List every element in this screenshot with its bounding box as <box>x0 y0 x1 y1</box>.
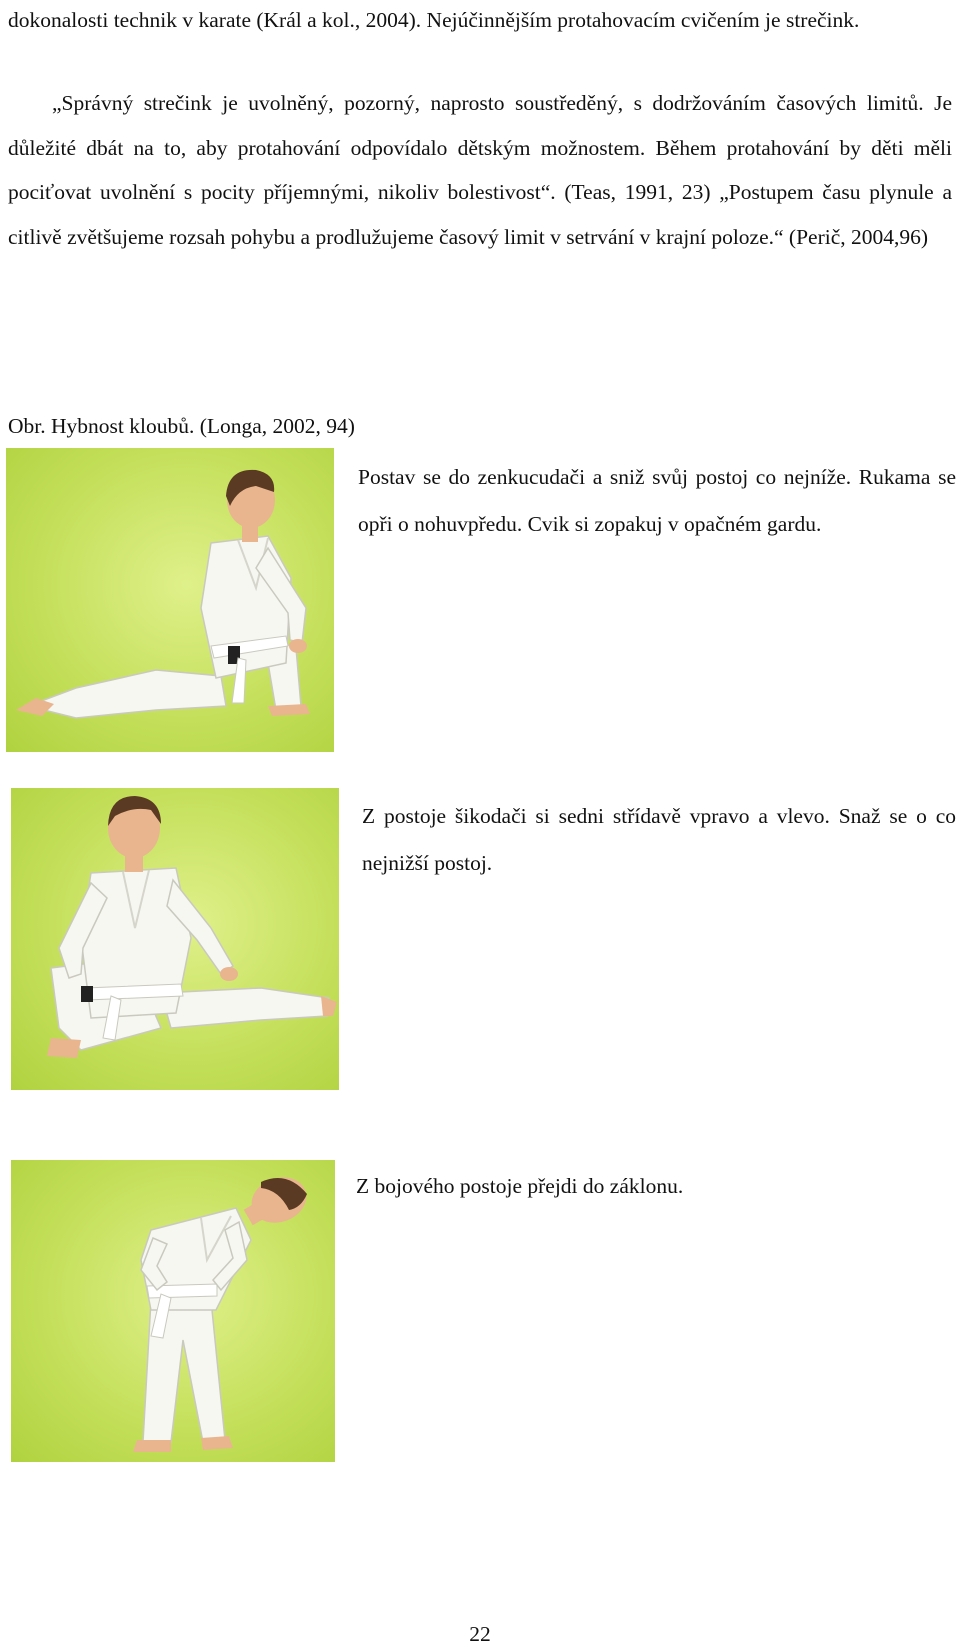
exercise-3-text: Z bojového postoje přejdi do záklonu. <box>356 1174 684 1198</box>
karate-side-squat-photo <box>11 788 339 1090</box>
exercise-2-text: Z postoje šikodači si sedni střídavě vpravo a vlevo. Snaž se o co nejnižší postoj. <box>362 804 956 875</box>
side-squat-figure-illustration <box>11 788 339 1090</box>
body-paragraph-1: dokonalosti technik v karate (Král a kol., 2004). Nejúčinnějším protahovacím cvičením je strečink. <box>8 8 860 32</box>
body-paragraph-2: „Správný strečink je uvolněný, pozorný, naprosto soustředěný, s dodržováním časových limitů. Je důležité dbát na to, aby protahování odpovídalo dětským možnostem. Během protahování by děti měli pociťovat uvolnění s pocity příjemnými, nikoliv bolestivost“. (Teas, 1991, 23) „Postupem času plynule a citlivě zvětšujeme rozsah pohybu a prodlužujeme časový limit v setrvání v krajní poloze.“ (Perič, 2004,96) <box>8 91 952 249</box>
backbend-figure-illustration <box>11 1160 335 1462</box>
page-number: 22 <box>469 1622 491 1646</box>
karate-backbend-photo <box>11 1160 335 1462</box>
exercise-1-text: Postav se do zenkucudači a sniž svůj postoj co nejníže. Rukama se opři o nohuvpředu. Cvik si zopakuj v opačném gardu. <box>358 465 956 536</box>
karate-lunge-stretch-photo <box>6 448 334 752</box>
lunge-figure-illustration <box>6 448 334 752</box>
figure-caption: Obr. Hybnost kloubů. (Longa, 2002, 94) <box>8 414 355 438</box>
